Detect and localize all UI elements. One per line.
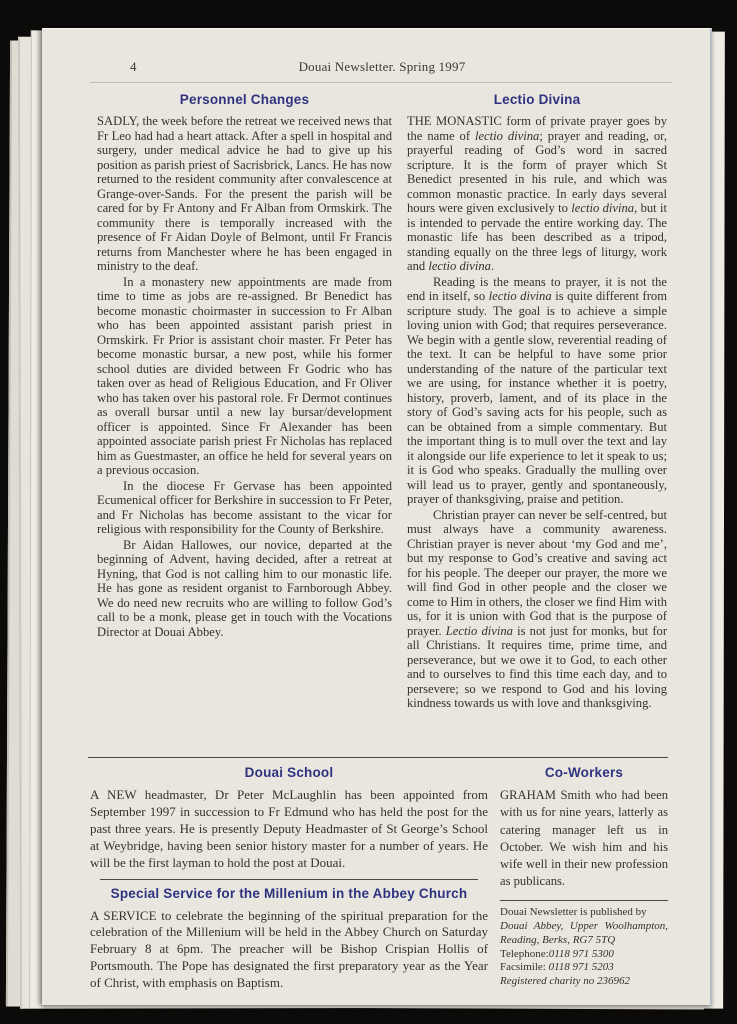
article-body xyxy=(407,114,667,711)
article-lectio-divina xyxy=(407,92,667,711)
article-body xyxy=(97,114,392,639)
newsletter-page xyxy=(42,28,712,1005)
article-personnel-changes xyxy=(97,92,392,711)
paragraph: Reading is the means to prayer, it is not the end in itself, so lectio divina is quite different from scripture study. The goal is to achieve a simple loving union with God; that requires perseverance. We begin with a gentle slow, reverential reading of the text. It can be helpful to have some prior understanding of the nature of the particular text we are using, for instance whether it is poetry, history, proverb, lament, and of its place in the story of God’s saving acts for his people, such as can be obtained from a simple commentary. But the important thing is to mull over the text and lay it alongside our life experience to let it speak to us; it is God who speaks. Gradually the mulling over will lead us to prayer, gently and spontaneously, prayer of thanksgiving, praise and petition. xyxy=(407,274,667,506)
publisher-line: Douai Abbey, Upper Woolhampton, Reading, Berks, RG7 5TQ xyxy=(500,919,668,946)
article-body xyxy=(90,787,488,872)
article-title: Lectio Divina xyxy=(493,92,581,107)
article-body xyxy=(500,787,668,891)
publisher-line: Douai Newsletter is published by xyxy=(500,905,647,918)
page-number: 4 xyxy=(130,59,137,74)
publisher-line: Registered charity no 236962 xyxy=(500,975,631,988)
article-body xyxy=(90,908,488,993)
bottom-right-column xyxy=(500,765,668,992)
article-title: Co-Workers xyxy=(544,765,624,780)
header-rule xyxy=(90,82,672,83)
section-divider-rule xyxy=(88,757,668,758)
publisher-line: Facsimile: 0118 971 5203 xyxy=(500,961,614,974)
publisher-line: Telephone:0118 971 5300 xyxy=(500,947,614,960)
paragraph: Br Aidan Hallowes, our novice, departed at the beginning of Advent, having decided, after a retreat at Hyning, that God is not calling him to our monastic life. He has gone as resident organist to Farnborough Abbey. We do need new recruits who are willing to follow God’s call to be a monk, please get in touch with the Vocations Director at Douai Abbey. xyxy=(97,537,392,639)
article-title: Personnel Changes xyxy=(179,92,310,107)
article-title: Special Service for the Millenium in the Abbey Church xyxy=(110,885,468,901)
publisher-block xyxy=(500,906,668,989)
paragraph: GRAHAM Smith who had been with us for nine years, latterly as catering manager left us in October. We wish him and his wife well in their new profession as publicans. xyxy=(500,788,668,889)
publisher-rule xyxy=(500,900,668,901)
paragraph: A SERVICE to celebrate the beginning of the spiritual preparation for the celebration of the Millenium will be held in the Abbey Church on Saturday February 8 at 6pm. The preacher will be Bishop Crispian Hollis of Portsmouth. The Pope has designated the first preparatory year as the Year of Christ, with emphasis on Baptism. xyxy=(90,907,488,991)
paragraph: In a monastery new appointments are made from time to time as jobs are re-assigned. Br Benedict has become monastic choirmaster in succession to Fr Alban who has been appointed assistant parish priest in Ormskirk. Fr Prior is assistant choir master. Fr Peter has become monastic bursar, a new post, while his former school duties are divided between Fr Godric who has taken over as head of Religious Education, and Fr Oliver who has taken over his pastoral role. Fr Dermot continues as overall bursar until a new lay bursar/development officer is appointed. Since Fr Alexander has been appointed associate parish priest Fr Nicholas has replaced him as Guestmaster, an office he held for several years on a previous occasion. xyxy=(97,274,392,477)
article-title: Douai School xyxy=(244,765,334,780)
running-head: Douai Newsletter. Spring 1997 xyxy=(298,59,466,74)
paragraph: A NEW headmaster, Dr Peter McLaughlin has been appointed from September 1997 in succession to Fr Edmund who has held the post for the past three years. He is presently Deputy Headmaster of St George’s School at Weybridge, having been senior history master for a number of years. He will be the first layman to hold the post at Douai. xyxy=(90,787,488,870)
bottom-left-column xyxy=(90,765,488,992)
paragraph: In the diocese Fr Gervase has been appointed Ecumenical officer for Berkshire in succession to Fr Peter, and Fr Nicholas has become assistant to the vicar for religious with responsibility for the County of Berkshire. xyxy=(97,478,392,536)
paragraph: THE MONASTIC form of private prayer goes by the name of lectio divina; prayer and reading, or, prayerful reading of God’s word in sacred scripture. It is the form of prayer which St Benedict presented in his rule, and which was common monastic practice. In early days several hours were given exclusively to lectio divina, but it is intended to pervade the entire working day. The monastic life has been described as a tripod, standing equally on the three legs of liturgy, work and lectio divina. xyxy=(407,114,667,273)
section-divider-rule xyxy=(100,879,478,880)
paragraph: SADLY, the week before the retreat we received news that Fr Leo had had a heart attack. After a spell in hospital and surgery, under medical advice he had to give up his position as parish priest of Sacrisbrick, Lancs. He has now returned to the resident community after convalescence at Grange-over-Sands. For the present the parish will be cared for by Fr Antony and Fr Alban from Ormskirk. The community there is temporally increased with the presence of Fr Aidan Doyle of Belmont, until Fr Francis returns from Manchester where he has been engaged in ministry to the deaf. xyxy=(97,114,392,273)
paragraph: Christian prayer can never be self-centred, but must always have a community awareness. Christian prayer is never about ‘my God and me’, but my response to God’s creative and saving act for his people. The deeper our prayer, the more we will find God in other people and the closer we come to Him in others, the closer we find Him with us, for it is union with God that is the purpose of prayer. Lectio divina is not just for monks, but for all Christians. It requires time, prime time, and perseverance, but we owe it to God, to each other and to ourselves to find this time each day, and to persevere; so we respond to God and his loving kindness towards us with love and thanksgiving. xyxy=(407,507,668,710)
bottom-sections xyxy=(90,765,668,992)
main-columns xyxy=(97,92,667,711)
